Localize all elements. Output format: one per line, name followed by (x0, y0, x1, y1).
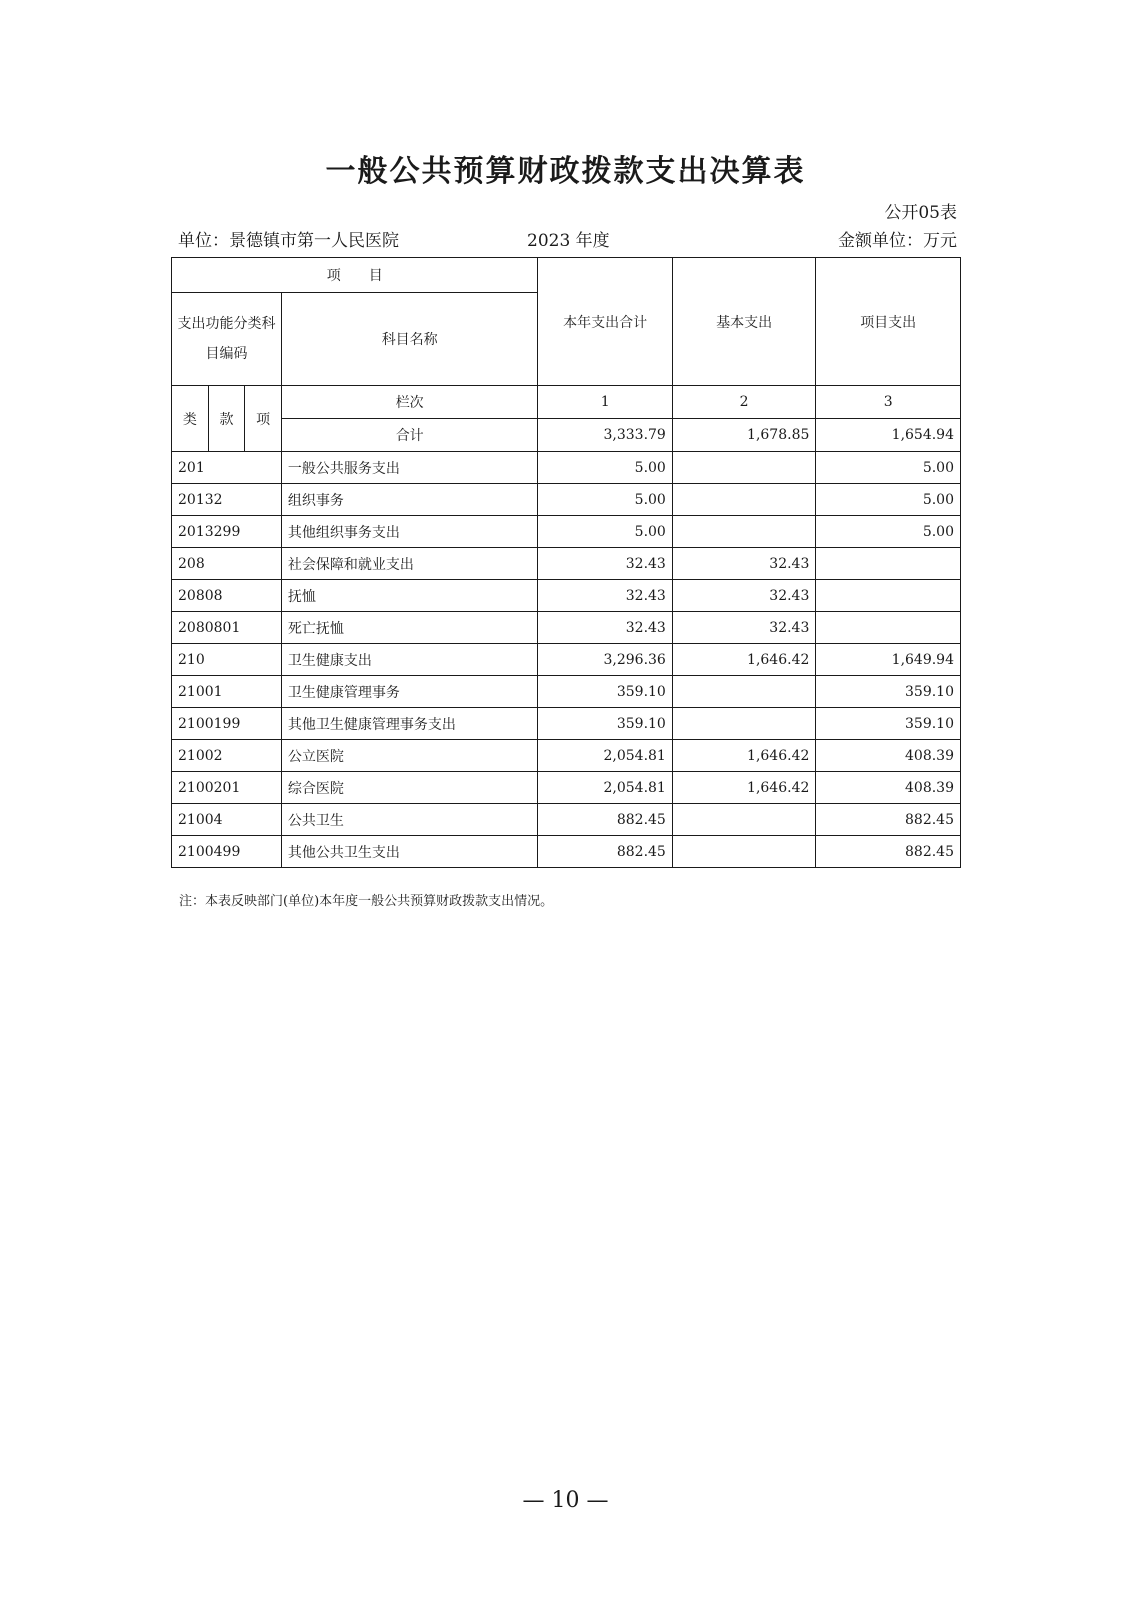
total-sum: 3,333.79 (538, 419, 672, 452)
row-total: 32.43 (538, 548, 672, 580)
col-index-3: 3 (816, 386, 961, 419)
unit-label: 单位：景德镇市第一人民医院 (178, 231, 399, 251)
row-code: 21002 (172, 740, 282, 772)
row-total: 5.00 (538, 484, 672, 516)
row-project: 882.45 (816, 804, 961, 836)
row-basic (672, 452, 816, 484)
table-row (172, 708, 961, 740)
col-index-2: 2 (672, 386, 816, 419)
page-title: 一般公共预算财政拨款支出决算表 (325, 154, 806, 189)
row-code: 210 (172, 644, 282, 676)
col-index-1: 1 (538, 386, 672, 419)
total-label: 合计 (281, 419, 538, 452)
header-total: 本年支出合计 (538, 258, 672, 386)
row-name: 公立医院 (281, 740, 538, 772)
row-name: 公共卫生 (281, 804, 538, 836)
row-total: 2,054.81 (538, 740, 672, 772)
row-project: 5.00 (816, 484, 961, 516)
table-row (172, 804, 961, 836)
row-code: 208 (172, 548, 282, 580)
row-project (816, 612, 961, 644)
row-project: 408.39 (816, 740, 961, 772)
total-basic: 1,678.85 (672, 419, 816, 452)
row-total: 359.10 (538, 708, 672, 740)
row-basic (672, 804, 816, 836)
page-number: — 10 — (522, 1488, 609, 1513)
header-name: 科目名称 (281, 293, 538, 386)
row-code: 2100499 (172, 836, 282, 868)
row-code: 201 (172, 452, 282, 484)
form-number: 公开05表 (884, 203, 957, 223)
row-name: 社会保障和就业支出 (281, 548, 538, 580)
row-total: 882.45 (538, 804, 672, 836)
row-total: 3,296.36 (538, 644, 672, 676)
table-note: 注：本表反映部门(单位)本年度一般公共预算财政拨款支出情况。 (179, 894, 554, 909)
row-basic (672, 676, 816, 708)
row-name: 组织事务 (281, 484, 538, 516)
row-name: 综合医院 (281, 772, 538, 804)
header-project: 项 目 (172, 258, 538, 293)
table-row (172, 484, 961, 516)
table-row (172, 772, 961, 804)
row-total: 32.43 (538, 612, 672, 644)
row-name: 一般公共服务支出 (281, 452, 538, 484)
row-project: 5.00 (816, 516, 961, 548)
row-basic (672, 484, 816, 516)
row-project: 882.45 (816, 836, 961, 868)
total-project: 1,654.94 (816, 419, 961, 452)
row-code: 20132 (172, 484, 282, 516)
row-basic: 32.43 (672, 612, 816, 644)
table-row (172, 644, 961, 676)
row-name: 其他组织事务支出 (281, 516, 538, 548)
row-total: 5.00 (538, 516, 672, 548)
row-name: 卫生健康支出 (281, 644, 538, 676)
header-lei: 类 (172, 386, 209, 452)
header-code: 支出功能分类科目编码 (172, 293, 282, 386)
table-row (172, 612, 961, 644)
row-basic: 32.43 (672, 548, 816, 580)
table-row (172, 548, 961, 580)
row-code: 2100199 (172, 708, 282, 740)
header-basic: 基本支出 (672, 258, 816, 386)
row-basic: 32.43 (672, 580, 816, 612)
row-name: 死亡抚恤 (281, 612, 538, 644)
year-label: 2023 年度 (527, 231, 610, 251)
header-kuan: 款 (208, 386, 245, 452)
row-code: 20808 (172, 580, 282, 612)
row-basic: 1,646.42 (672, 740, 816, 772)
row-basic: 1,646.42 (672, 644, 816, 676)
row-code: 21004 (172, 804, 282, 836)
table-row (172, 516, 961, 548)
row-basic: 1,646.42 (672, 772, 816, 804)
table-row (172, 452, 961, 484)
table-row (172, 740, 961, 772)
table-row (172, 836, 961, 868)
row-project: 1,649.94 (816, 644, 961, 676)
row-total: 882.45 (538, 836, 672, 868)
row-code: 21001 (172, 676, 282, 708)
expenditure-table (171, 257, 961, 868)
row-basic (672, 516, 816, 548)
row-total: 2,054.81 (538, 772, 672, 804)
col-index-label: 栏次 (281, 386, 538, 419)
row-code: 2100201 (172, 772, 282, 804)
currency-label: 金额单位：万元 (838, 231, 957, 251)
row-code: 2013299 (172, 516, 282, 548)
row-project: 359.10 (816, 708, 961, 740)
row-project (816, 548, 961, 580)
row-code: 2080801 (172, 612, 282, 644)
row-project: 5.00 (816, 452, 961, 484)
row-project: 359.10 (816, 676, 961, 708)
header-project-exp: 项目支出 (816, 258, 961, 386)
table-row (172, 580, 961, 612)
row-project (816, 580, 961, 612)
row-total: 359.10 (538, 676, 672, 708)
row-name: 其他卫生健康管理事务支出 (281, 708, 538, 740)
row-total: 32.43 (538, 580, 672, 612)
table-row (172, 676, 961, 708)
row-name: 卫生健康管理事务 (281, 676, 538, 708)
row-basic (672, 708, 816, 740)
row-basic (672, 836, 816, 868)
row-project: 408.39 (816, 772, 961, 804)
row-name: 抚恤 (281, 580, 538, 612)
header-xiang: 项 (245, 386, 282, 452)
row-total: 5.00 (538, 452, 672, 484)
row-name: 其他公共卫生支出 (281, 836, 538, 868)
